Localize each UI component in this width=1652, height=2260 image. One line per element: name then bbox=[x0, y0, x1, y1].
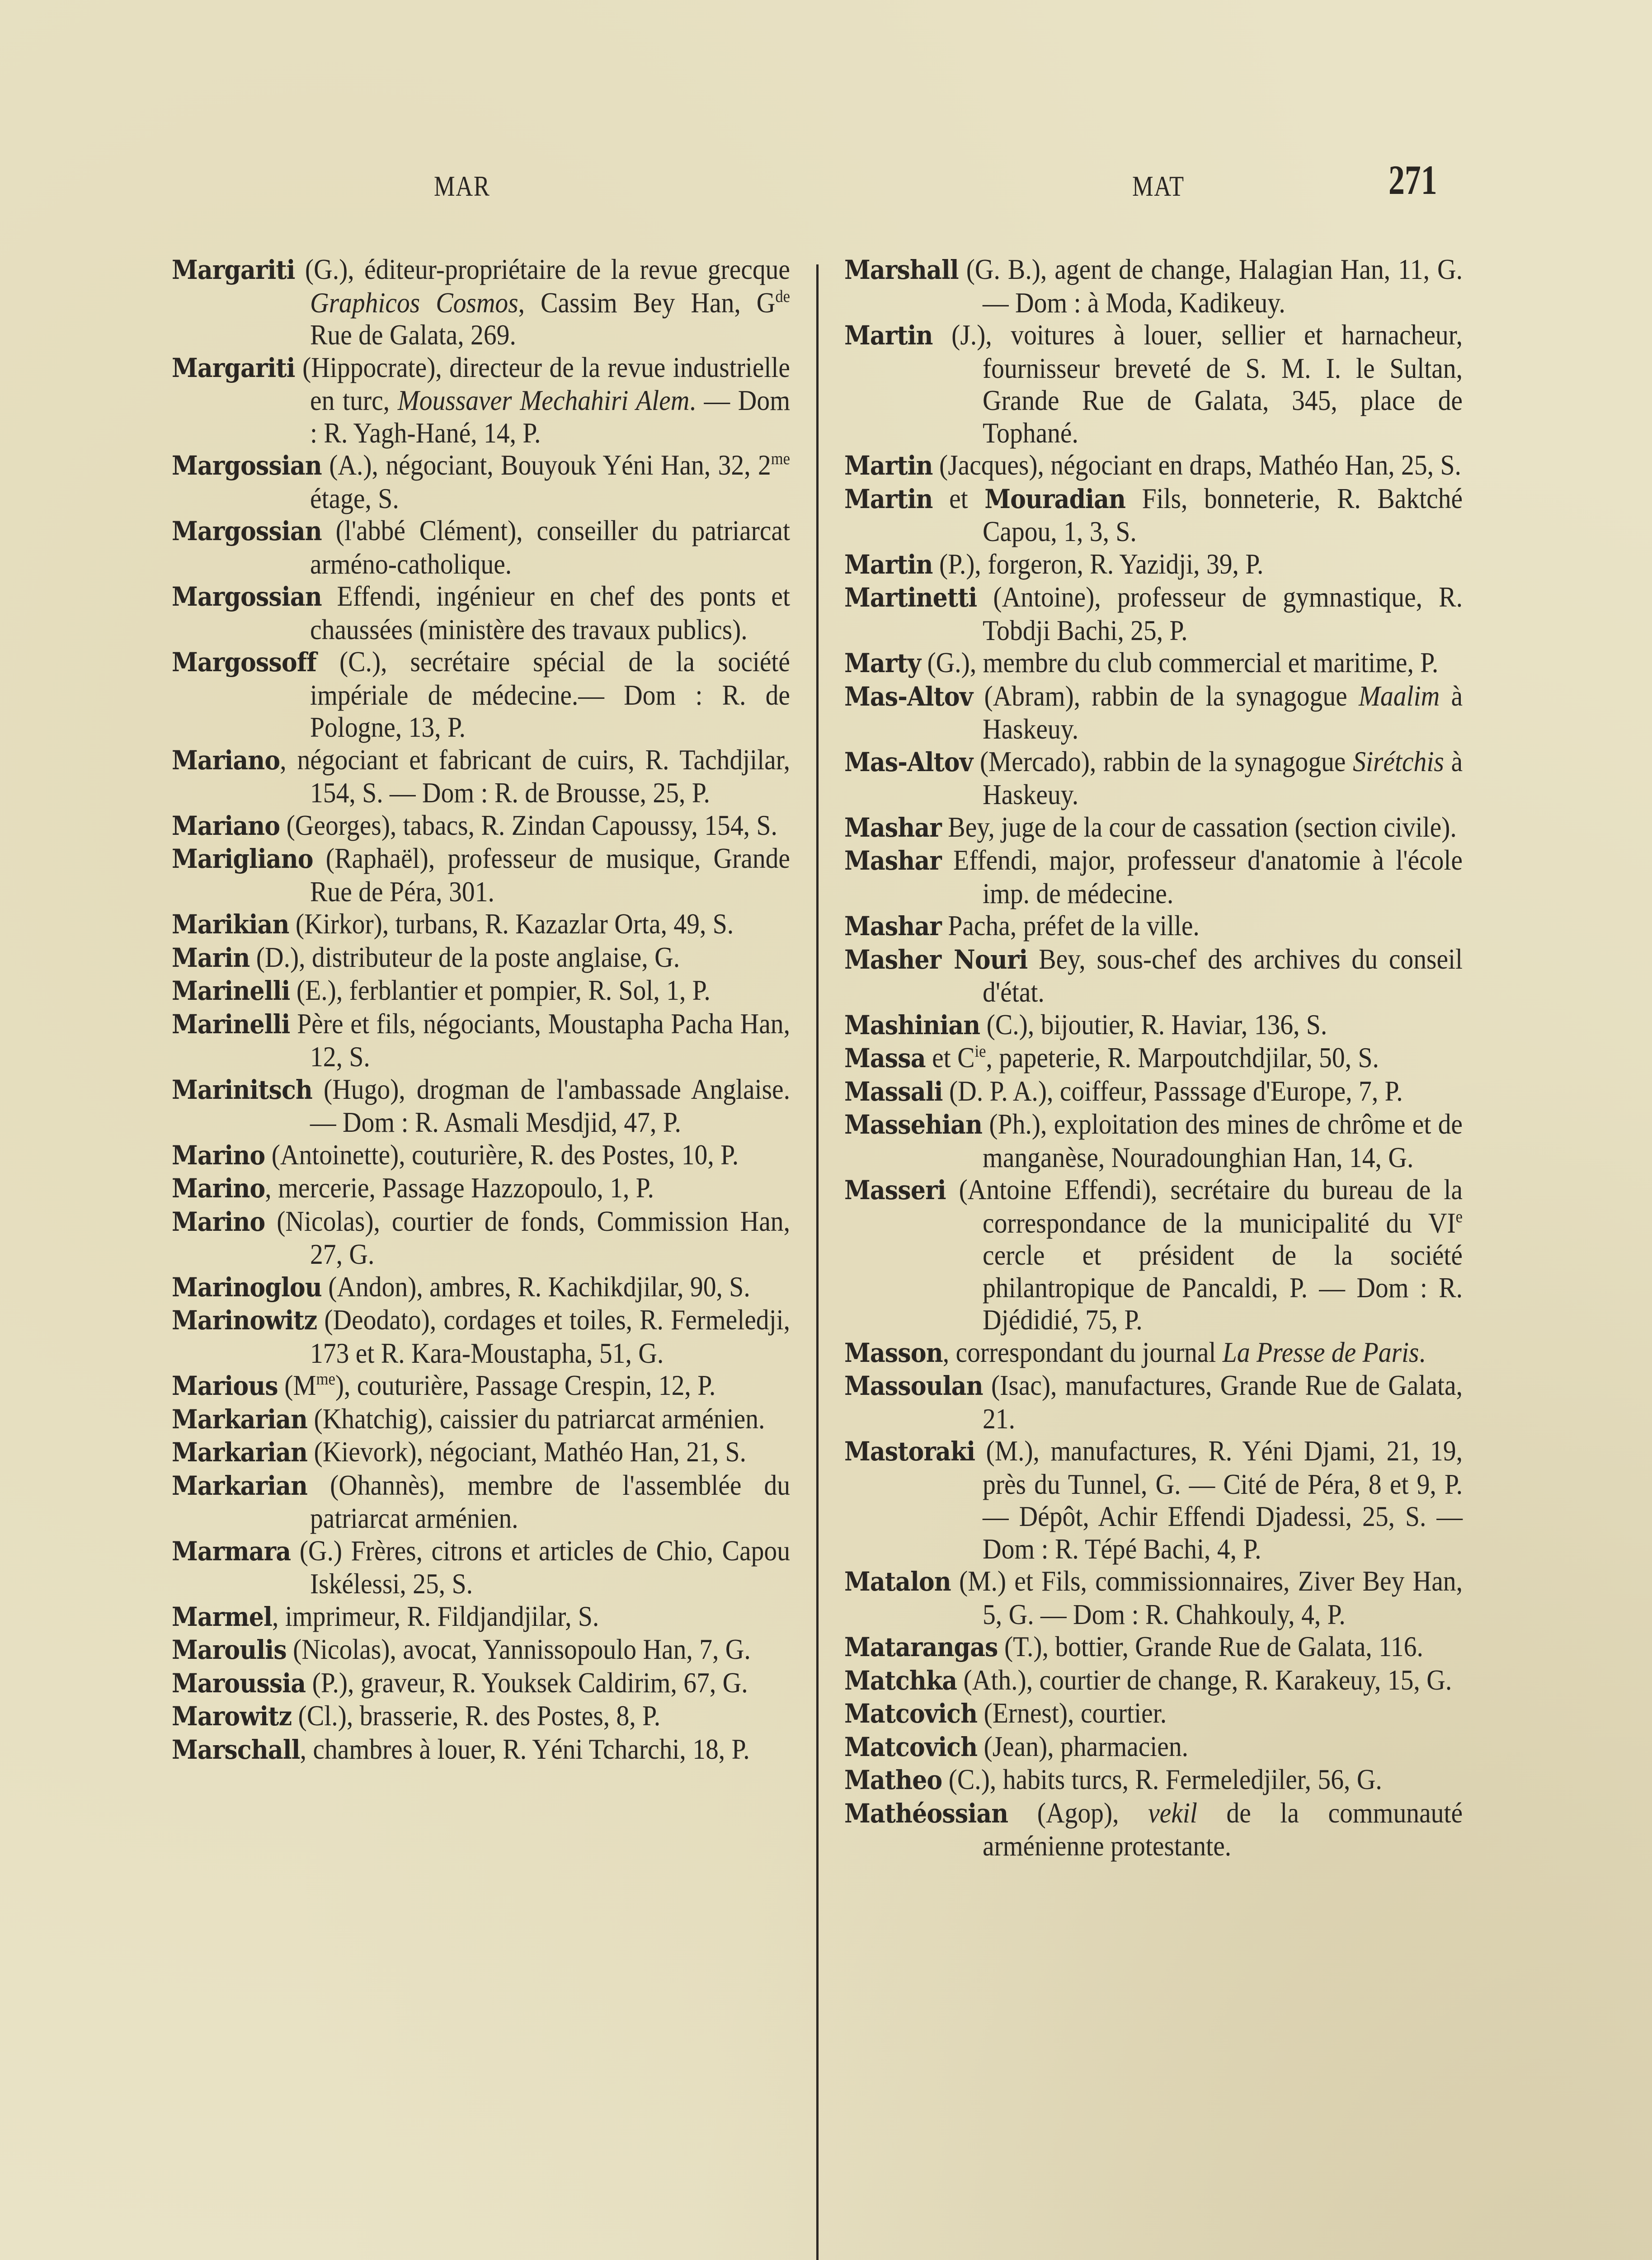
entry-surname: Markarian bbox=[172, 1470, 308, 1501]
entry-details: (Andon), ambres, R. Kachikdjilar, 90, S. bbox=[321, 1270, 750, 1303]
left-column bbox=[172, 253, 790, 1766]
directory-entry bbox=[172, 1667, 790, 1700]
entry-details: (Isac), manufactures, Grande Rue de Galata, 21. bbox=[983, 1369, 1463, 1435]
directory-entry bbox=[844, 1369, 1463, 1435]
entry-italic-title: Sirétchis bbox=[1353, 745, 1444, 777]
directory-entry bbox=[844, 943, 1463, 1008]
entry-surname: Mas-Altov bbox=[844, 746, 973, 777]
directory-entry bbox=[844, 1630, 1463, 1664]
entry-conjunction: et bbox=[932, 482, 985, 514]
entry-italic-title: Graphicos Cosmos bbox=[310, 286, 518, 319]
entry-details: (C.), secrétaire spécial de la société impériale de médecine.— Dom : R. de Pologne, 13, P. bbox=[310, 645, 790, 743]
directory-entry bbox=[844, 1730, 1463, 1764]
entry-superscript: de bbox=[775, 287, 791, 306]
entry-details: et C bbox=[925, 1041, 975, 1074]
entry-details: (G.) Frères, citrons et articles de Chio, Capou Iskélessi, 25, S. bbox=[291, 1534, 790, 1600]
entry-details: (P.), graveur, R. Youksek Caldirim, 67, G. bbox=[306, 1666, 748, 1699]
entry-surname: Martin bbox=[844, 483, 933, 514]
directory-entry bbox=[844, 1565, 1463, 1630]
entry-details: (Jean), pharmacien. bbox=[977, 1730, 1189, 1762]
entry-details: (C.), bijoutier, R. Haviar, 136, S. bbox=[980, 1008, 1327, 1041]
entry-surname: Margossian bbox=[172, 450, 322, 481]
entry-superscript: me bbox=[316, 1369, 335, 1389]
directory-entry bbox=[844, 482, 1463, 548]
entry-surname: Marinoglou bbox=[172, 1271, 322, 1303]
entry-details: , correspondant du journal bbox=[942, 1336, 1223, 1368]
entry-details: (Antoine Effendi), secrétaire du bureau de la correspondance de la municipalité du VI bbox=[946, 1173, 1463, 1239]
entry-details: . bbox=[1419, 1336, 1426, 1368]
entry-surname: Marigliano bbox=[172, 843, 313, 874]
directory-entry bbox=[844, 1336, 1463, 1370]
entry-details: étage, S. bbox=[310, 482, 399, 514]
directory-entry bbox=[172, 1733, 790, 1766]
entry-details: Bey, sous-chef des archives du conseil d'état. bbox=[983, 942, 1463, 1008]
entry-surname: Marowitz bbox=[172, 1701, 292, 1732]
directory-entry bbox=[172, 842, 790, 908]
entry-surname: Markarian bbox=[172, 1403, 308, 1435]
entry-surname: Mastoraki bbox=[844, 1436, 975, 1467]
entry-surname: Margossoff bbox=[172, 647, 316, 678]
entry-details: (Cl.), brasserie, R. des Postes, 8, P. bbox=[292, 1700, 661, 1732]
directory-entry bbox=[844, 811, 1463, 844]
directory-entry bbox=[844, 1697, 1463, 1730]
entry-details: (Ohannès), membre de l'assemblée du patriarcat arménien. bbox=[307, 1469, 790, 1534]
entry-details: (G.), éditeur-propriétaire de la revue grecque bbox=[295, 253, 790, 285]
entry-surname: Marmara bbox=[172, 1535, 291, 1567]
entry-surname: Margossian bbox=[172, 516, 322, 546]
directory-entry bbox=[844, 844, 1463, 909]
column-divider bbox=[816, 264, 819, 2260]
entry-surname: Marinelli bbox=[172, 1008, 290, 1040]
entry-details: . — Dom : R. Yagh-Hané, 14, P. bbox=[310, 384, 790, 449]
entry-surname: Martin bbox=[844, 320, 933, 351]
directory-entry bbox=[844, 1763, 1463, 1797]
entry-surname: Massoulan bbox=[844, 1370, 983, 1401]
directory-entry bbox=[844, 1075, 1463, 1108]
entry-details: Pacha, préfet de la ville. bbox=[941, 909, 1200, 942]
directory-entry bbox=[172, 1633, 790, 1667]
entry-surname: Margariti bbox=[172, 254, 295, 285]
running-head-left: MAR bbox=[434, 170, 490, 202]
entry-details: Père et fils, négociants, Moustapha Pacha Han, 12, S. bbox=[290, 1007, 790, 1073]
entry-details: à Haskeuy. bbox=[983, 679, 1463, 745]
entry-superscript: e bbox=[1455, 1207, 1463, 1226]
entry-surname: Maroulis bbox=[172, 1634, 287, 1665]
entry-details: (C.), habits turcs, R. Fermeledjiler, 56, G. bbox=[942, 1763, 1382, 1795]
directory-entry bbox=[844, 1041, 1463, 1075]
entry-details: (M.), manufactures, R. Yéni Djami, 21, 19, près du Tunnel, G. — Cité de Péra, 8 et 9, P. — Dépôt, Achir Effendi Djadessi, 25, S. — Dom : R. Tépé Bachi, 4, P. bbox=[975, 1435, 1463, 1565]
entry-surname: Maroussia bbox=[172, 1667, 306, 1699]
directory-entry bbox=[844, 1664, 1463, 1697]
entry-italic-title: Moussaver Mechahiri Alem bbox=[397, 384, 690, 416]
entry-details: (Khatchig), caissier du patriarcat arménien. bbox=[307, 1402, 765, 1435]
entry-surname: Marinowitz bbox=[172, 1305, 317, 1336]
entry-details: (Nicolas), avocat, Yannissopoulo Han, 7, G. bbox=[286, 1633, 751, 1665]
entry-details: de la communauté arménienne protestante. bbox=[983, 1796, 1463, 1862]
entry-surname: Marinelli bbox=[172, 975, 290, 1006]
entry-details: (Jacques), négociant en draps, Mathéo Han, 25, S. bbox=[932, 449, 1461, 481]
entry-surname: Mashar bbox=[844, 845, 941, 876]
directory-entry bbox=[172, 1008, 790, 1073]
entry-details: , chambres à louer, R. Yéni Tcharchi, 18, P. bbox=[300, 1733, 750, 1765]
directory-entry bbox=[172, 908, 790, 941]
entry-surname: Matheo bbox=[844, 1765, 942, 1795]
entry-surname: Mathéossian bbox=[844, 1798, 1008, 1829]
entry-details: (Nicolas), courtier de fonds, Commission Han, 27, G. bbox=[265, 1205, 790, 1270]
entry-surname: Marinitsch bbox=[172, 1074, 312, 1105]
entry-surname: Marmel bbox=[172, 1601, 272, 1632]
entry-details: , mercerie, Passage Hazzopoulo, 1, P. bbox=[265, 1172, 654, 1204]
directory-entry bbox=[172, 645, 790, 744]
entry-surname: Masseri bbox=[844, 1175, 946, 1205]
entry-details: (Raphaël), professeur de musique, Grande Rue de Péra, 301. bbox=[310, 842, 790, 908]
page-number: 271 bbox=[1388, 157, 1437, 203]
entry-surname: Mashinian bbox=[844, 1009, 980, 1041]
directory-entry bbox=[172, 1271, 790, 1304]
directory-entry bbox=[844, 909, 1463, 943]
entry-details: (G. B.), agent de change, Halagian Han, 11, G. — Dom : à Moda, Kadikeuy. bbox=[958, 253, 1463, 319]
entry-details: (Hippocrate), directeur de la revue industrielle en turc, bbox=[295, 351, 790, 416]
entry-surname: Masson bbox=[844, 1337, 943, 1368]
entry-details: ), couturière, Passage Crespin, 12, P. bbox=[335, 1369, 716, 1401]
entry-surname: Massali bbox=[844, 1076, 943, 1107]
entry-surname: Marin bbox=[172, 942, 250, 973]
entry-details: (Abram), rabbin de la synagogue bbox=[973, 679, 1359, 712]
directory-entry bbox=[172, 1403, 790, 1436]
entry-italic-title: Maalim bbox=[1358, 679, 1440, 712]
entry-details: (M.) et Fils, commissionnaires, Ziver Bey Han, 5, G. — Dom : R. Chahkouly, 4, P. bbox=[951, 1565, 1463, 1630]
entry-surname: Massa bbox=[844, 1043, 926, 1074]
entry-italic-title: La Presse de Paris bbox=[1222, 1336, 1419, 1368]
entry-details: (l'abbé Clément), conseiller du patriarcat arméno-catholique. bbox=[310, 514, 790, 580]
entry-surname: Martinetti bbox=[844, 582, 977, 613]
directory-entry bbox=[172, 1700, 790, 1733]
entry-details: (Antoine), professeur de gymnastique, R. Tobdji Bachi, 25, P. bbox=[977, 581, 1463, 646]
entry-details: (E.), ferblantier et pompier, R. Sol, 1, P. bbox=[290, 974, 711, 1006]
directory-entry bbox=[844, 680, 1463, 745]
entry-surname: Marty bbox=[844, 648, 921, 678]
entry-surname: Marino bbox=[172, 1139, 265, 1171]
directory-entry bbox=[172, 449, 790, 514]
entry-surname: Matcovich bbox=[844, 1731, 978, 1762]
entry-details: (Ath.), courtier de change, R. Karakeuy, 15, G. bbox=[957, 1663, 1452, 1696]
entry-details: , papeterie, R. Marpoutchdjilar, 50, S. bbox=[986, 1041, 1379, 1074]
directory-entry bbox=[172, 1073, 790, 1139]
directory-entry bbox=[844, 319, 1463, 449]
entry-details: , Cassim Bey Han, G bbox=[518, 286, 776, 319]
entry-details: (Deodato), cordages et toiles, R. Fermeledji, 173 et R. Kara-Moustapha, 51, G. bbox=[310, 1304, 790, 1369]
entry-surname: Marino bbox=[172, 1173, 265, 1204]
directory-entry bbox=[844, 253, 1463, 319]
entry-details: Effendi, major, professeur d'anatomie à l'école imp. de médecine. bbox=[941, 844, 1463, 909]
right-column bbox=[844, 253, 1463, 1862]
entry-surname: Margossian bbox=[172, 581, 322, 612]
entry-details: (G.), membre du club commercial et maritime, P. bbox=[921, 646, 1439, 678]
entry-surname: Marino bbox=[172, 1206, 265, 1237]
entry-details: cercle et président de la société philantropique de Pancaldi, P. — Dom : R. Djédidié, 75, P. bbox=[983, 1239, 1463, 1336]
entry-surname: Martin bbox=[844, 549, 933, 580]
directory-entry bbox=[844, 1108, 1463, 1173]
directory-entry bbox=[844, 548, 1463, 581]
entry-surname: Mas-Altov bbox=[844, 681, 973, 712]
directory-entry bbox=[172, 1600, 790, 1634]
entry-details: Bey, juge de la cour de cassation (section civile). bbox=[941, 810, 1457, 843]
directory-entry bbox=[844, 646, 1463, 680]
entry-surname: Masher Nouri bbox=[844, 944, 1028, 975]
entry-superscript: me bbox=[771, 449, 790, 468]
entry-surname: Matalon bbox=[844, 1566, 951, 1597]
entry-surname: Marious bbox=[172, 1370, 278, 1401]
entry-surname: Marshall bbox=[844, 254, 959, 285]
directory-entry bbox=[172, 941, 790, 975]
entry-surname: Mashar bbox=[844, 911, 941, 942]
directory-entry bbox=[172, 351, 790, 449]
entry-details: Effendi, ingénieur en chef des ponts et chaussées (ministère des travaux publics). bbox=[310, 580, 790, 645]
entry-surname: Marikian bbox=[172, 909, 289, 940]
directory-entry bbox=[844, 1797, 1463, 1862]
entry-surname: Mariano bbox=[172, 810, 280, 841]
entry-details: (T.), bottier, Grande Rue de Galata, 116. bbox=[998, 1630, 1423, 1662]
directory-entry bbox=[844, 1173, 1463, 1336]
entry-surname: Mashar bbox=[844, 812, 941, 843]
directory-entry bbox=[172, 1304, 790, 1369]
directory-entry bbox=[844, 1008, 1463, 1042]
directory-entry bbox=[172, 974, 790, 1008]
directory-entry bbox=[172, 1139, 790, 1172]
entry-details: (Agop), bbox=[1008, 1796, 1148, 1829]
entry-details: , négociant et fabricant de cuirs, R. Tachdjilar, 154, S. — Dom : R. de Brousse, 25, P. bbox=[280, 743, 791, 809]
entry-details: (D.), distributeur de la poste anglaise, G. bbox=[249, 941, 680, 973]
directory-entry bbox=[172, 1469, 790, 1535]
entry-details: (Kirkor), turbans, R. Kazazlar Orta, 49, S. bbox=[289, 908, 734, 940]
entry-surname: Matarangas bbox=[844, 1632, 998, 1662]
directory-entry bbox=[172, 580, 790, 645]
entry-details: (D. P. A.), coiffeur, Passsage d'Europe, 7, P. bbox=[942, 1074, 1403, 1107]
entry-details: (Georges), tabacs, R. Zindan Capoussy, 154, S. bbox=[280, 809, 777, 841]
entry-details: Fils, bonneterie, R. Baktché Capou, 1, 3, S. bbox=[983, 482, 1463, 547]
directory-entry bbox=[172, 514, 790, 580]
entry-details: (Antoinette), couturière, R. des Postes, 10, P. bbox=[265, 1138, 739, 1171]
entry-surname: Matchka bbox=[844, 1665, 957, 1696]
entry-details: Rue de Galata, 269. bbox=[310, 319, 516, 351]
entry-details: (Ernest), courtier. bbox=[977, 1697, 1167, 1729]
entry-details: (P.), forgeron, R. Yazidji, 39, P. bbox=[932, 547, 1264, 580]
directory-entry bbox=[844, 745, 1463, 811]
entry-surname: Martin bbox=[844, 450, 933, 481]
entry-details: (M bbox=[278, 1369, 316, 1401]
entry-surname: Massehian bbox=[844, 1109, 983, 1140]
entry-details: (Ph.), exploitation des mines de chrôme et de manganèse, Nouradounghian Han, 14, G. bbox=[982, 1108, 1463, 1173]
entry-details: , imprimeur, R. Fildjandjilar, S. bbox=[272, 1600, 599, 1632]
entry-italic-title: vekil bbox=[1148, 1796, 1197, 1829]
entry-details: (Hugo), drogman de l'ambassade Anglaise. — Dom : R. Asmali Mesdjid, 47, P. bbox=[310, 1073, 790, 1138]
directory-entry bbox=[844, 449, 1463, 482]
entry-surname-second: Mouradian bbox=[984, 483, 1126, 514]
directory-entry bbox=[172, 809, 790, 843]
running-head-right: MAT bbox=[1132, 170, 1185, 202]
entry-surname: Margariti bbox=[172, 352, 295, 383]
entry-surname: Marschall bbox=[172, 1734, 300, 1765]
entry-surname: Mariano bbox=[172, 744, 280, 776]
entry-details: à Haskeuy. bbox=[983, 745, 1463, 810]
directory-entry bbox=[172, 1205, 790, 1271]
directory-entry bbox=[172, 744, 790, 809]
entry-surname: Markarian bbox=[172, 1437, 308, 1468]
entry-details: (J.), voitures à louer, sellier et harnacheur, fournisseur breveté de S. M. I. le Sultan, Grande Rue de Galata, 345, place de Tophané. bbox=[932, 319, 1463, 449]
directory-entry bbox=[844, 581, 1463, 646]
entry-details: (Kievork), négociant, Mathéo Han, 21, S. bbox=[307, 1436, 747, 1468]
directory-entry bbox=[172, 253, 790, 351]
entry-details: (Mercado), rabbin de la synagogue bbox=[973, 745, 1353, 777]
directory-entry bbox=[172, 1369, 790, 1403]
directory-entry bbox=[172, 1436, 790, 1469]
entry-superscript: ie bbox=[974, 1041, 986, 1061]
directory-entry bbox=[172, 1172, 790, 1205]
entry-details: (A.), négociant, Bouyouk Yéni Han, 32, 2 bbox=[321, 449, 771, 481]
directory-entry bbox=[172, 1535, 790, 1600]
entry-surname: Matcovich bbox=[844, 1698, 978, 1729]
directory-entry bbox=[844, 1435, 1463, 1565]
